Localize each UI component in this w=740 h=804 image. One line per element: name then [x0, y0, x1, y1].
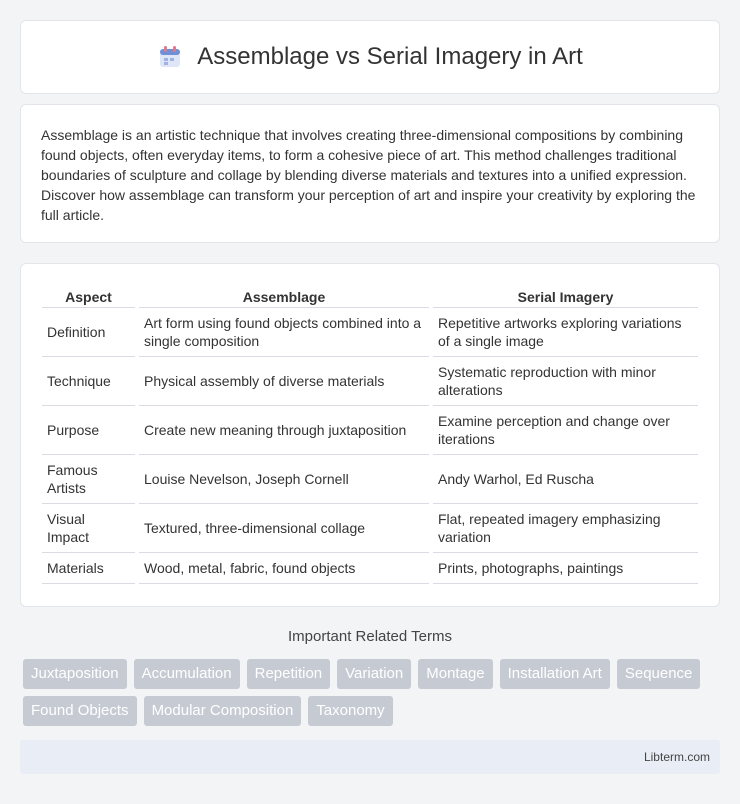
row-aspect: Technique	[42, 357, 135, 406]
row-assemblage: Art form using found objects combined into a single composition	[139, 308, 429, 357]
page-title: Assemblage vs Serial Imagery in Art	[197, 43, 583, 70]
row-aspect: Famous Artists	[42, 455, 135, 504]
comparison-table	[38, 284, 702, 584]
row-serial-imagery: Systematic reproduction with minor alterations	[433, 357, 698, 406]
calendar-icon	[157, 44, 183, 70]
row-serial-imagery: Prints, photographs, paintings	[433, 553, 698, 584]
intro-card	[20, 104, 720, 243]
intro-text: Assemblage is an artistic technique that involves creating three-dimensional compositions by combining found objects, often everyday items, to form a cohesive piece of art. This method challenges traditional boundaries of sculpture and collage by blending diverse materials and textures into a unified expression. Discover how assemblage can transform your perception of art and inspire your creativity by exploring the full article.	[41, 127, 696, 223]
row-assemblage: Wood, metal, fabric, found objects	[139, 553, 429, 584]
tag-juxtaposition[interactable]: Juxtaposition	[23, 659, 127, 689]
tag-taxonomy[interactable]: Taxonomy	[308, 696, 392, 726]
header-assemblage: Assemblage	[139, 284, 429, 308]
tag-installation-art[interactable]: Installation Art	[500, 659, 610, 689]
row-serial-imagery: Repetitive artworks exploring variations of a single image	[433, 308, 698, 357]
table-row	[42, 308, 698, 357]
footer	[20, 740, 720, 774]
header-serial-imagery: Serial Imagery	[433, 284, 698, 308]
comparison-table-card	[20, 263, 720, 607]
tag-accumulation[interactable]: Accumulation	[134, 659, 240, 689]
tag-variation[interactable]: Variation	[337, 659, 411, 689]
related-terms-list	[23, 659, 723, 726]
header-card	[20, 20, 720, 94]
footer-brand-link[interactable]: Libterm.com	[643, 750, 710, 764]
table-row	[42, 357, 698, 406]
row-assemblage: Textured, three-dimensional collage	[139, 504, 429, 553]
table-row	[42, 504, 698, 553]
tag-montage[interactable]: Montage	[418, 659, 492, 689]
row-assemblage: Create new meaning through juxtaposition	[139, 406, 429, 455]
tag-modular-composition[interactable]: Modular Composition	[144, 696, 302, 726]
header-aspect: Aspect	[42, 284, 135, 308]
row-assemblage: Louise Nevelson, Joseph Cornell	[139, 455, 429, 504]
row-aspect: Definition	[42, 308, 135, 357]
row-aspect: Visual Impact	[42, 504, 135, 553]
tag-found-objects[interactable]: Found Objects	[23, 696, 137, 726]
table-header-row	[42, 284, 698, 308]
row-serial-imagery: Andy Warhol, Ed Ruscha	[433, 455, 698, 504]
row-aspect: Purpose	[42, 406, 135, 455]
row-serial-imagery: Examine perception and change over iterations	[433, 406, 698, 455]
table-row	[42, 553, 698, 584]
table-row	[42, 455, 698, 504]
row-serial-imagery: Flat, repeated imagery emphasizing variation	[433, 504, 698, 553]
table-row	[42, 406, 698, 455]
row-aspect: Materials	[42, 553, 135, 584]
tag-sequence[interactable]: Sequence	[617, 659, 701, 689]
tag-repetition[interactable]: Repetition	[247, 659, 331, 689]
row-assemblage: Physical assembly of diverse materials	[139, 357, 429, 406]
related-terms-title: Important Related Terms	[288, 628, 452, 645]
